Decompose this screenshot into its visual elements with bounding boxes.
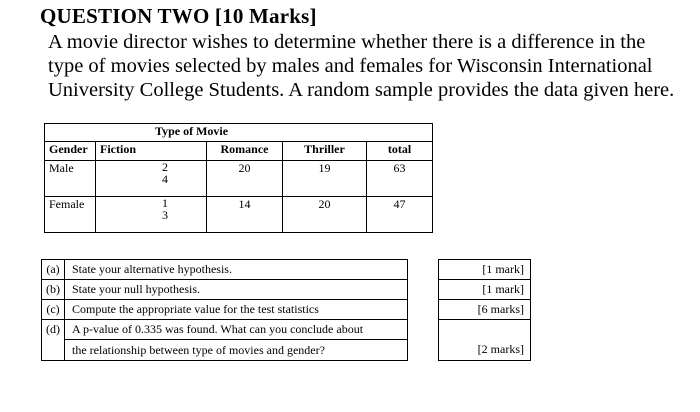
movie-data-table (44, 123, 433, 233)
header-gender: Gender (45, 142, 96, 161)
question-row (42, 260, 531, 280)
row-total: 63 (367, 161, 433, 197)
row-gender: Female (45, 197, 96, 233)
fiction-bottom: 4 (162, 172, 168, 186)
questions-table (41, 259, 531, 361)
question-marks: [6 marks] (439, 300, 531, 320)
header-fiction: Fiction (96, 142, 207, 161)
question-row (42, 280, 531, 300)
row-thriller: 20 (283, 197, 367, 233)
header-thriller: Thriller (283, 142, 367, 161)
table-title: Type of Movie (45, 124, 433, 142)
row-fiction (96, 197, 207, 233)
question-row (42, 320, 531, 340)
question-row (42, 300, 531, 320)
question-label: (d) (42, 320, 65, 340)
question-text: State your alternative hypothesis. (65, 260, 408, 280)
question-text: State your null hypothesis. (65, 280, 408, 300)
question-text: Compute the appropriate value for the test statistics (65, 300, 408, 320)
table-row (45, 197, 433, 233)
fiction-top: 1 (162, 196, 168, 210)
question-text-continued: the relationship between type of movies and gender? (65, 340, 408, 361)
row-romance: 14 (207, 197, 283, 233)
question-marks: [1 mark] (439, 280, 531, 300)
table-row (45, 161, 433, 197)
row-total: 47 (367, 197, 433, 233)
question-text: A p-value of 0.335 was found. What can you conclude about (65, 320, 408, 340)
question-marks: [2 marks] (439, 340, 531, 361)
header-total: total (367, 142, 433, 161)
row-romance: 20 (207, 161, 283, 197)
row-gender: Male (45, 161, 96, 197)
fiction-bottom: 3 (162, 208, 168, 222)
question-label: (b) (42, 280, 65, 300)
question-row-continued (42, 340, 531, 361)
row-fiction (96, 161, 207, 197)
question-marks: [1 mark] (439, 260, 531, 280)
question-heading: QUESTION TWO [10 Marks] (40, 4, 317, 28)
question-intro: A movie director wishes to determine whether there is a difference in the type of movies selected by males and females for Wisconsin International University College Students. A random sample provides the data given here. (48, 31, 675, 101)
fiction-top: 2 (162, 160, 168, 174)
row-thriller: 19 (283, 161, 367, 197)
question-label: (a) (42, 260, 65, 280)
header-romance: Romance (207, 142, 283, 161)
question-label: (c) (42, 300, 65, 320)
